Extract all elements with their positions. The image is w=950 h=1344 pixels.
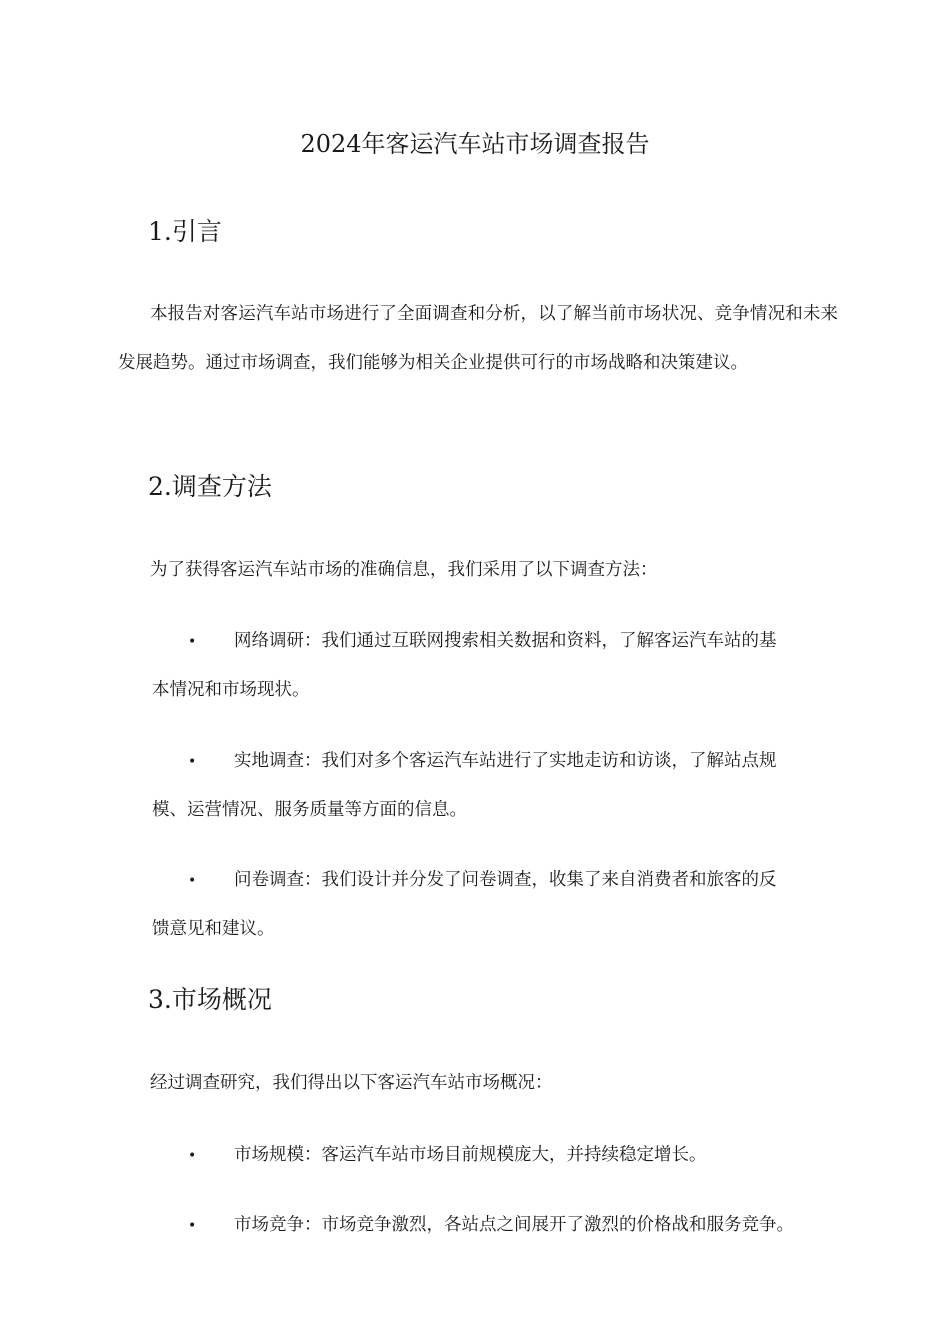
methods-intro: 为了获得客运汽车站市场的准确信息，我们采用了以下调查方法： [150, 560, 658, 580]
list-item [150, 1201, 850, 1250]
bullet-icon: • [188, 1218, 197, 1234]
list-item [150, 617, 840, 714]
list-item-text: 市场规模：客运汽车站市场目前规模庞大，并持续稳定增长。 [234, 1145, 707, 1165]
bullet-icon: • [188, 1148, 197, 1164]
list-item-continuation: 本情况和市场现状。 [152, 680, 310, 700]
list-item-text: 实地调查：我们对多个客运汽车站进行了实地走访和访谈，了解站点规 [234, 751, 777, 771]
bullet-icon: • [188, 873, 197, 889]
bullet-icon: • [188, 634, 197, 650]
list-item [150, 856, 840, 953]
section-heading-market-overview: 3.市场概况 [148, 985, 272, 1014]
section-heading-methods: 2.调查方法 [148, 472, 272, 501]
introduction-paragraph: 本报告对客运汽车站市场进行了全面调查和分析，以了解当前市场状况、竞争情况和未来发展趋势。通过市场调查，我们能够为相关企业提供可行的市场战略和决策建议。 [118, 304, 838, 373]
bullet-icon: • [188, 754, 197, 770]
list-item [150, 1131, 840, 1180]
list-item [150, 737, 840, 834]
list-item-text: 网络调研：我们通过互联网搜索相关数据和资料，了解客运汽车站的基 [234, 631, 777, 651]
list-item-continuation: 模、运营情况、服务质量等方面的信息。 [152, 800, 467, 820]
document-title: 2024年客运汽车站市场调查报告 [300, 130, 650, 158]
list-item-text: 市场竞争：市场竞争激烈，各站点之间展开了激烈的价格战和服务竞争。 [234, 1215, 794, 1235]
list-item-text: 问卷调查：我们设计并分发了问卷调查，收集了来自消费者和旅客的反 [234, 870, 777, 890]
section-heading-introduction: 1.引言 [148, 217, 222, 246]
list-item-continuation: 馈意见和建议。 [152, 919, 275, 939]
market-overview-intro: 经过调查研究，我们得出以下客运汽车站市场概况： [150, 1073, 553, 1093]
